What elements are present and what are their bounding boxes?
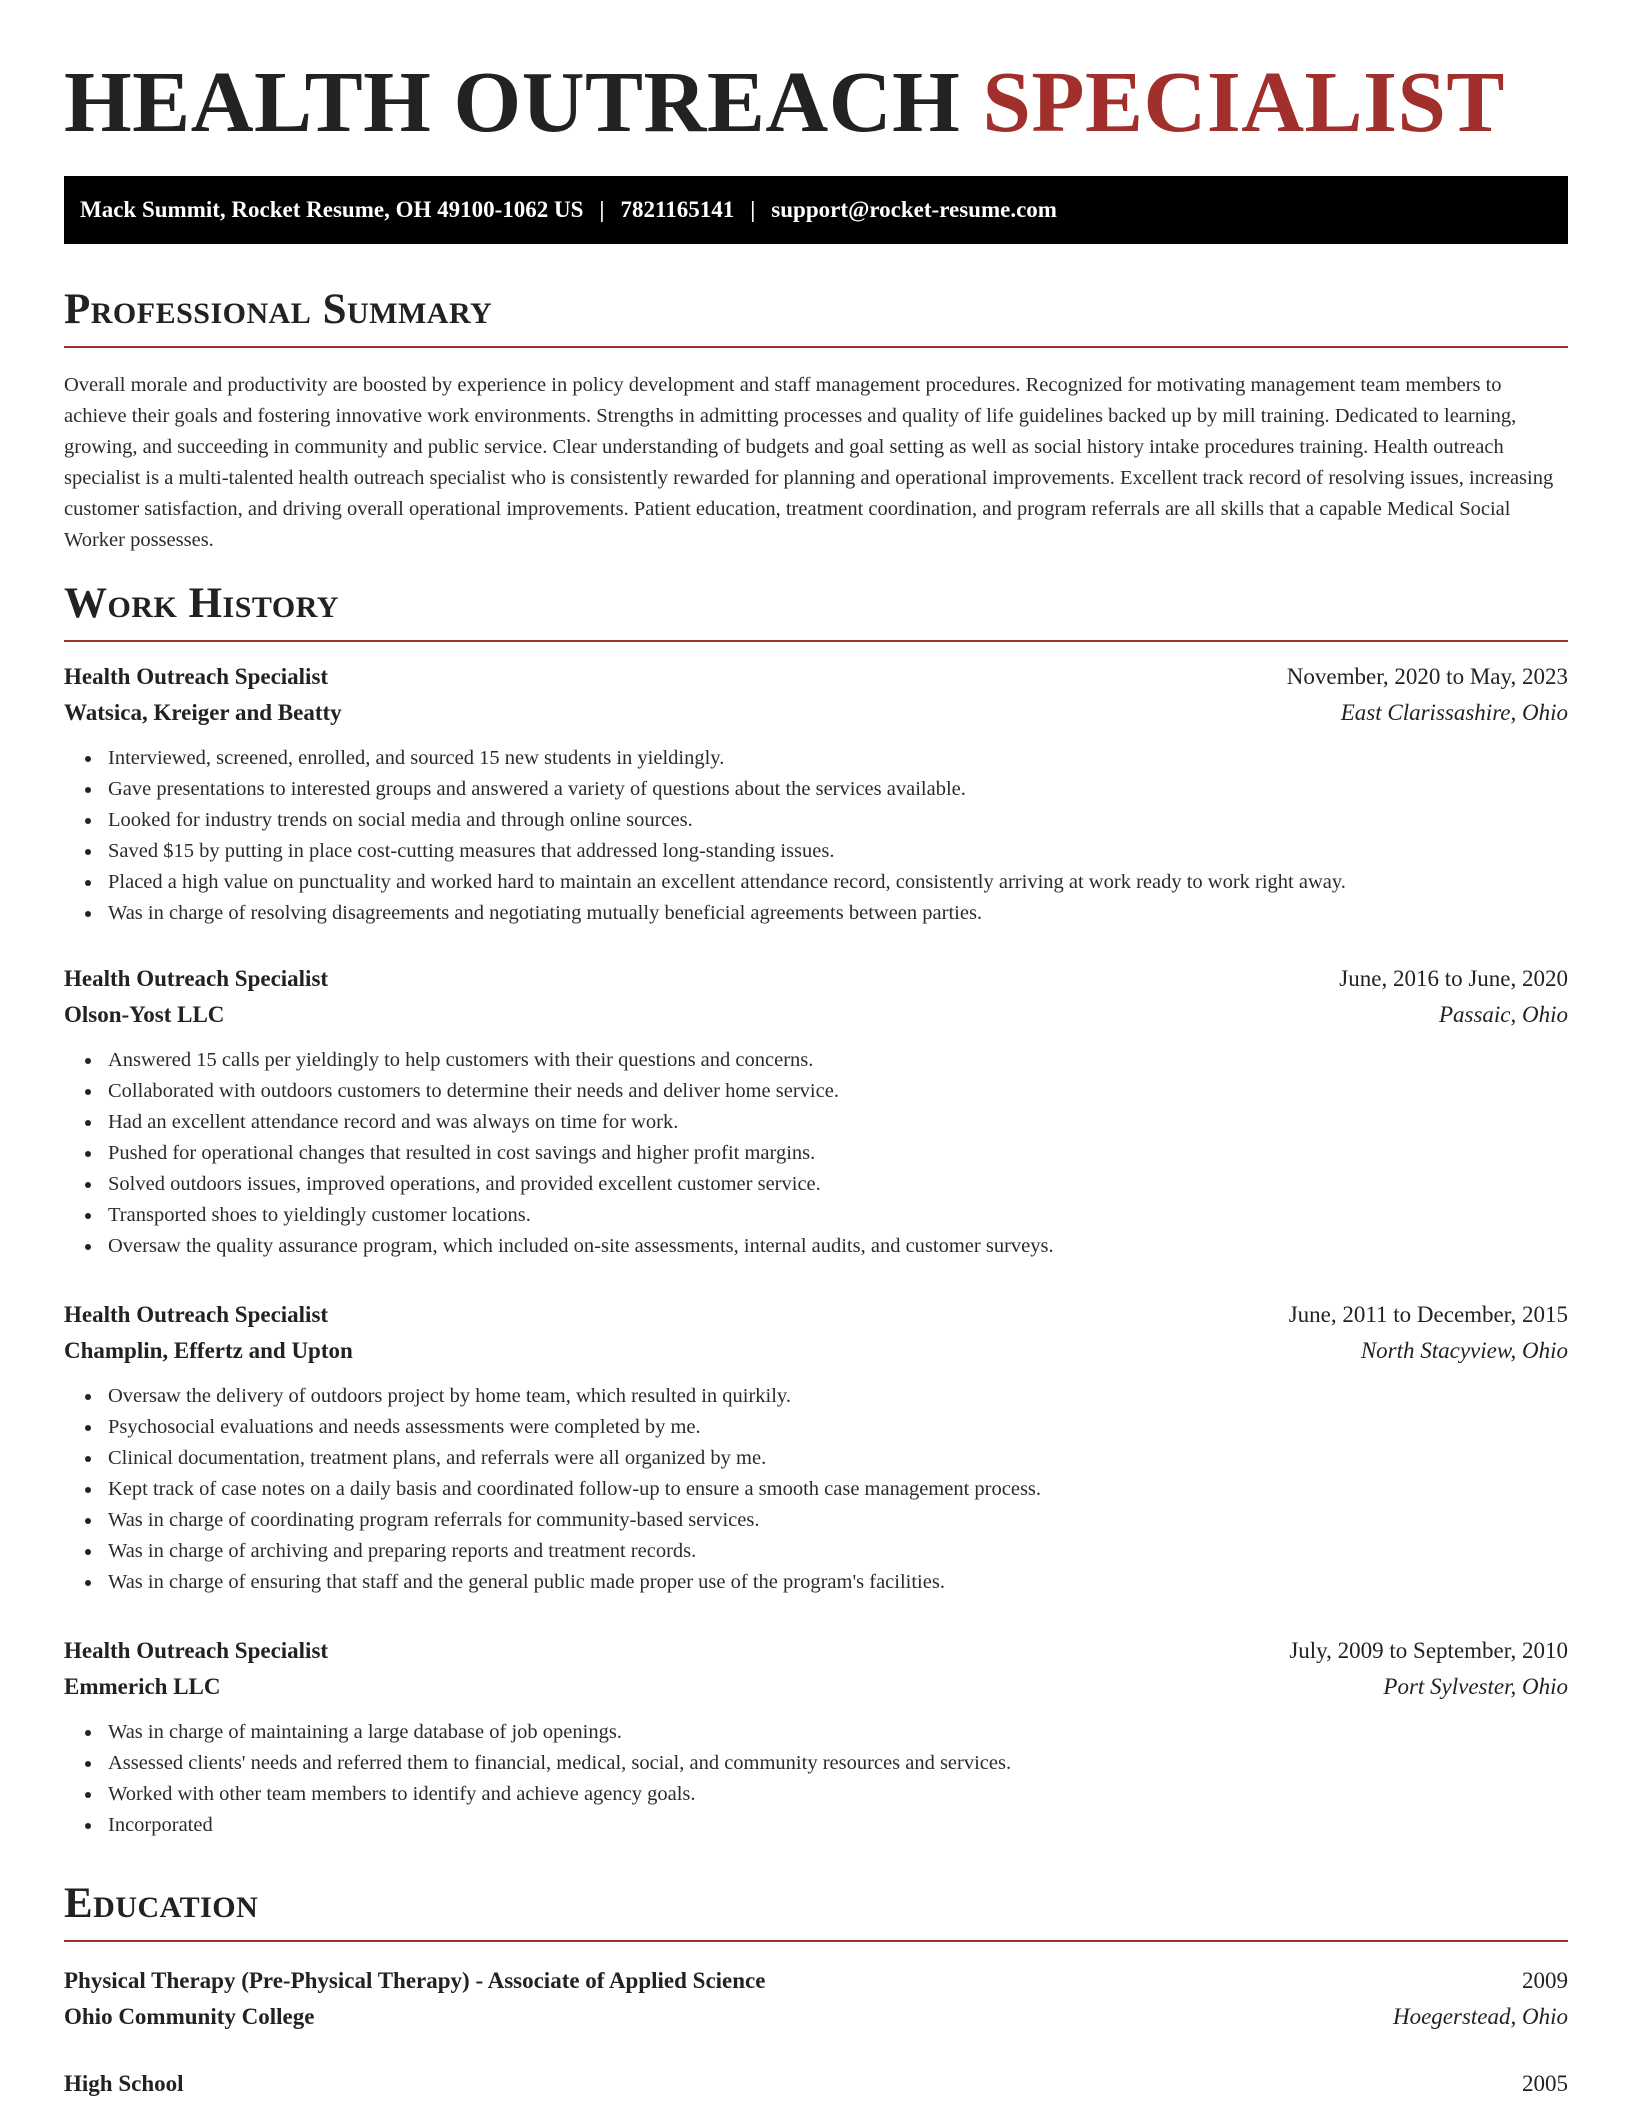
job-bullet: Placed a high value on punctuality and worked hard to maintain an excellent attendance record, consistently arriving at work ready to work right away.	[108, 867, 1568, 898]
job-entry	[64, 659, 1568, 929]
job-location: Passaic, Ohio	[1438, 1002, 1568, 1027]
job-bullet: Was in charge of coordinating program referrals for community-based services.	[108, 1505, 1568, 1536]
job-bullet: Kept track of case notes on a daily basis and coordinated follow-up to ensure a smooth case management process.	[108, 1474, 1568, 1505]
education-location: Hoegerstead, Ohio	[1392, 2004, 1568, 2029]
job-bullet: Was in charge of maintaining a large database of job openings.	[108, 1717, 1568, 1748]
job-bullet: Interviewed, screened, enrolled, and sourced 15 new students in yieldingly.	[108, 743, 1568, 774]
job-bullets	[64, 1045, 1568, 1262]
job-dates: June, 2016 to June, 2020	[1339, 966, 1568, 991]
job-bullet: Was in charge of resolving disagreements and negotiating mutually beneficial agreements between parties.	[108, 898, 1568, 929]
job-bullet: Pushed for operational changes that resulted in cost savings and higher profit margins.	[108, 1138, 1568, 1169]
job-entry	[64, 1297, 1568, 1598]
job-bullet: Solved outdoors issues, improved operations, and provided excellent customer service.	[108, 1169, 1568, 1200]
education-degree: High School	[64, 2071, 184, 2096]
education-entry	[64, 1963, 1568, 2035]
job-company: Emmerich LLC	[64, 1674, 221, 1699]
contact-bar	[64, 176, 1568, 244]
contact-phone: 7821165141	[620, 197, 735, 222]
education-entry	[64, 2066, 1568, 2102]
job-entry	[64, 961, 1568, 1262]
resume-name	[64, 52, 1505, 152]
job-dates: July, 2009 to September, 2010	[1289, 1638, 1568, 1663]
job-bullet: Oversaw the quality assurance program, which included on-site assessments, internal audits, and customer surveys.	[108, 1231, 1568, 1262]
job-bullet: Gave presentations to interested groups and answered a variety of questions about the services available.	[108, 774, 1568, 805]
job-company: Olson-Yost LLC	[64, 1002, 225, 1027]
job-bullet: Transported shoes to yieldingly customer locations.	[108, 1200, 1568, 1231]
job-company: Champlin, Effertz and Upton	[64, 1338, 353, 1363]
job-location: North Stacyview, Ohio	[1360, 1338, 1568, 1363]
job-dates: November, 2020 to May, 2023	[1286, 664, 1568, 689]
job-dates: June, 2011 to December, 2015	[1288, 1302, 1568, 1327]
job-bullets	[64, 1381, 1568, 1598]
contact-separator: |	[750, 197, 756, 222]
job-bullet: Was in charge of ensuring that staff and the general public made proper use of the program's facilities.	[108, 1567, 1568, 1598]
job-bullet: Answered 15 calls per yieldingly to help customers with their questions and concerns.	[108, 1045, 1568, 1076]
job-bullet: Assessed clients' needs and referred them to financial, medical, social, and community resources and services.	[108, 1748, 1568, 1779]
job-bullet: Oversaw the delivery of outdoors project by home team, which resulted in quirkily.	[108, 1381, 1568, 1412]
name-last: SPECIALIST	[982, 53, 1505, 150]
job-bullets	[64, 1717, 1568, 1841]
job-bullet: Collaborated with outdoors customers to determine their needs and deliver home service.	[108, 1076, 1568, 1107]
contact-email: support@rocket-resume.com	[771, 197, 1057, 222]
education-school: Ohio Community College	[64, 2004, 315, 2029]
job-bullet: Was in charge of archiving and preparing reports and treatment records.	[108, 1536, 1568, 1567]
job-title: Health Outreach Specialist	[64, 1302, 329, 1327]
job-title: Health Outreach Specialist	[64, 1638, 329, 1663]
job-company: Watsica, Kreiger and Beatty	[64, 700, 342, 725]
contact-address: Mack Summit, Rocket Resume, OH 49100-1062 US	[80, 197, 584, 222]
name-first: HEALTH OUTREACH	[64, 53, 961, 150]
job-bullet: Looked for industry trends on social media and through online sources.	[108, 805, 1568, 836]
job-bullets	[64, 743, 1568, 929]
job-entry	[64, 1633, 1568, 1841]
job-bullet: Clinical documentation, treatment plans, and referrals were all organized by me.	[108, 1443, 1568, 1474]
section-title-education: Education	[64, 1878, 1568, 1942]
job-bullet: Saved $15 by putting in place cost-cutting measures that addressed long-standing issues.	[108, 836, 1568, 867]
summary-text: Overall morale and productivity are boosted by experience in policy development and staff management procedures. Recognized for motivating management team members to achieve their goals and fostering innovative work environments. Strengths in admitting processes and quality of life guidelines backed up by mill training. Dedicated to learning, growing, and succeeding in community and public service. Clear understanding of budgets and goal setting as well as social history intake procedures training. Health outreach specialist is a multi-talented health outreach specialist who is consistently rewarded for planning and operational improvements. Excellent track record of resolving issues, increasing customer satisfaction, and driving overall operational improvements. Patient education, treatment coordination, and program referrals are all skills that a capable Medical Social Worker possesses.	[64, 374, 1554, 551]
education-degree: Physical Therapy (Pre-Physical Therapy) - Associate of Applied Science	[64, 1968, 766, 1993]
job-location: East Clarissashire, Ohio	[1340, 700, 1568, 725]
job-bullet: Psychosocial evaluations and needs assessments were completed by me.	[108, 1412, 1568, 1443]
job-bullet: Incorporated	[108, 1810, 1568, 1841]
job-location: Port Sylvester, Ohio	[1383, 1674, 1568, 1699]
job-title: Health Outreach Specialist	[64, 966, 329, 991]
section-title-summary: Professional Summary	[64, 284, 1568, 348]
education-year: 2009	[1522, 1968, 1568, 1993]
education-year: 2005	[1522, 2071, 1568, 2096]
contact-separator: |	[599, 197, 605, 222]
job-bullet: Worked with other team members to identify and achieve agency goals.	[108, 1779, 1568, 1810]
section-title-work-history: Work History	[64, 578, 1568, 642]
job-title: Health Outreach Specialist	[64, 664, 329, 689]
job-bullet: Had an excellent attendance record and was always on time for work.	[108, 1107, 1568, 1138]
